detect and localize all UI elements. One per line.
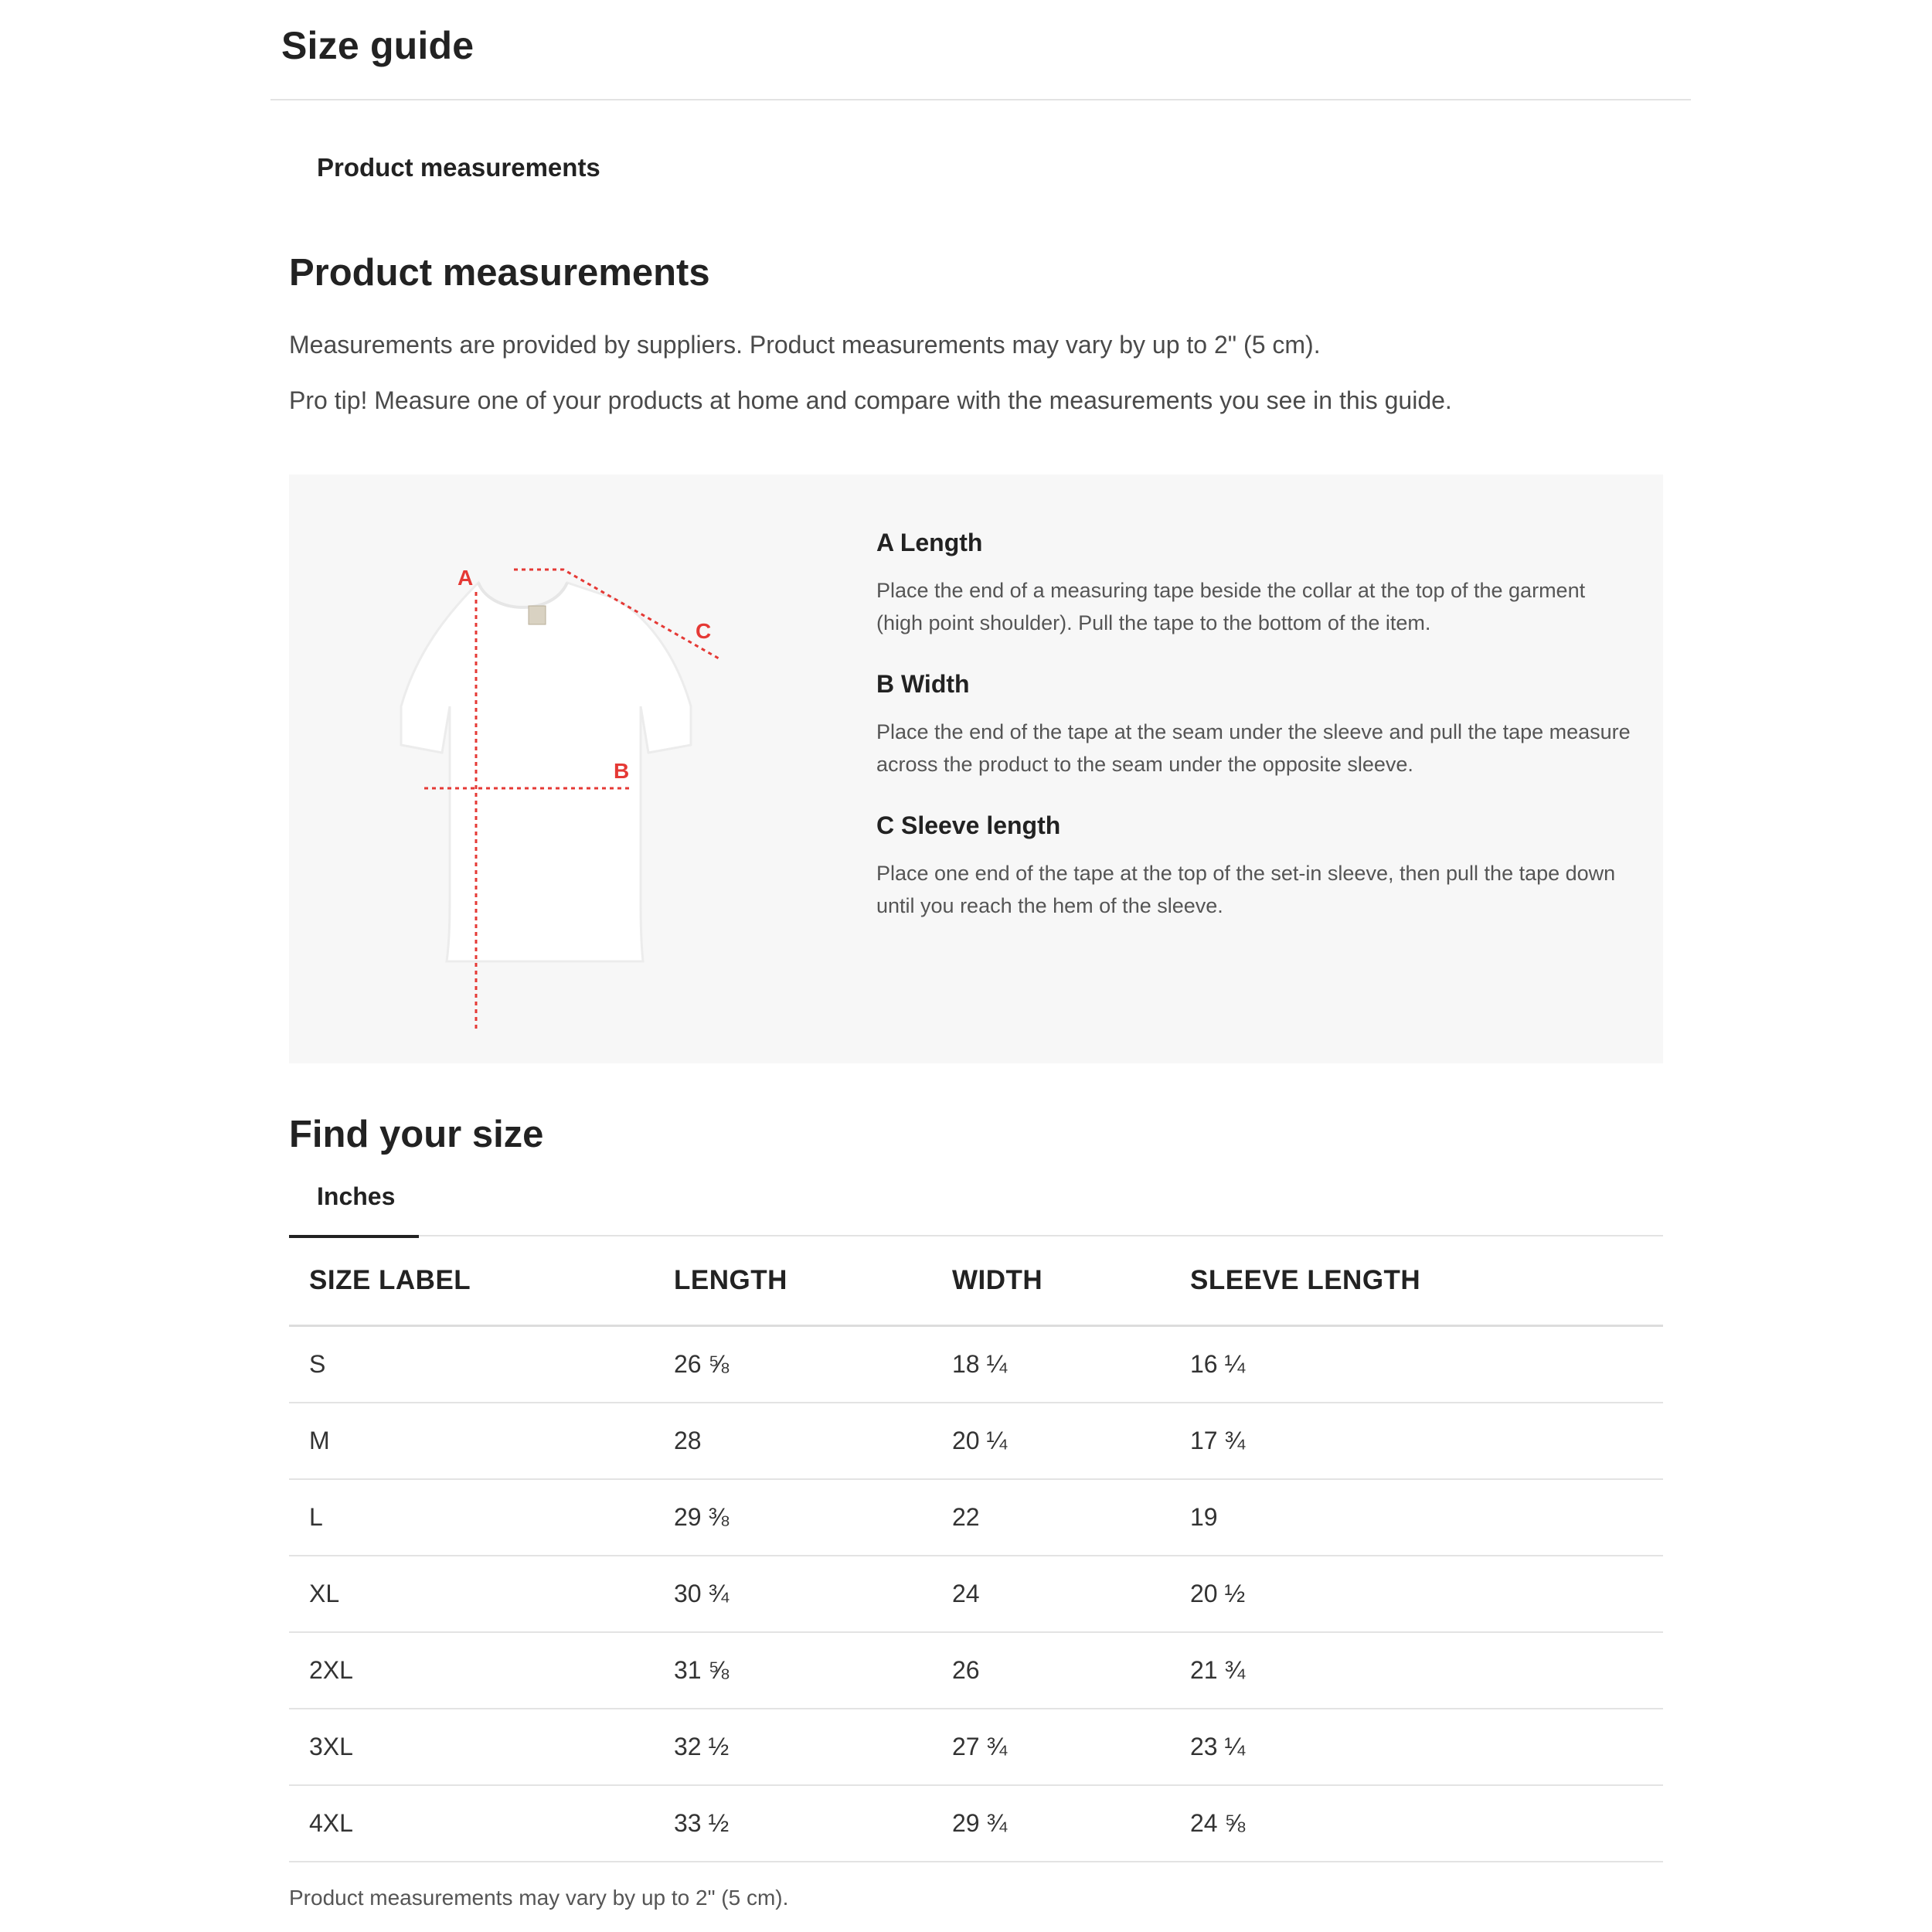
table-row xyxy=(289,1709,1663,1785)
column-header: SLEEVE LENGTH xyxy=(1170,1236,1663,1326)
size-label-cell: S xyxy=(289,1326,654,1403)
column-header: WIDTH xyxy=(932,1236,1170,1326)
size-label-cell: M xyxy=(289,1403,654,1479)
footnote: Product measurements may vary by up to 2" (5 cm). xyxy=(289,1886,789,1910)
length-cell: 26 ⅝ xyxy=(654,1326,932,1403)
size-label-cell: L xyxy=(289,1479,654,1556)
sleeve-length-cell: 23 ¼ xyxy=(1170,1709,1663,1785)
table-row xyxy=(289,1403,1663,1479)
marker-c: C xyxy=(696,619,712,643)
size-label-cell: 2XL xyxy=(289,1632,654,1709)
measurement-diagram-panel xyxy=(289,474,1663,1063)
measurements-disclaimer: Measurements are provided by suppliers. Product measurements may vary by up to 2" (5 cm). xyxy=(289,331,1321,359)
sleeve-length-cell: 16 ¼ xyxy=(1170,1326,1663,1403)
table-header-row xyxy=(289,1236,1663,1326)
measurements-heading: Product measurements xyxy=(289,252,710,294)
length-cell: 28 xyxy=(654,1403,932,1479)
size-label-cell: 3XL xyxy=(289,1709,654,1785)
tshirt-measurement-illustration xyxy=(335,521,830,1046)
width-cell: 22 xyxy=(932,1479,1170,1556)
definition-text: Place the end of the tape at the seam under the sleeve and pull the tape measure across the product to the seam under the opposite sleeve. xyxy=(876,720,1631,776)
length-cell: 30 ¾ xyxy=(654,1556,932,1632)
table-row xyxy=(289,1479,1663,1556)
definition-text: Place one end of the tape at the top of the set-in sleeve, then pull the tape down until you reach the hem of the sleeve. xyxy=(876,862,1616,917)
tab-product-measurements[interactable]: Product measurements xyxy=(317,153,600,182)
length-cell: 29 ⅜ xyxy=(654,1479,932,1556)
tshirt-shape xyxy=(401,583,691,961)
definition-title: B Width xyxy=(876,670,970,698)
marker-b: B xyxy=(614,759,630,783)
width-cell: 29 ¾ xyxy=(932,1785,1170,1862)
width-cell: 26 xyxy=(932,1632,1170,1709)
size-label-cell: XL xyxy=(289,1556,654,1632)
title-bar xyxy=(270,0,1691,100)
width-cell: 27 ¾ xyxy=(932,1709,1170,1785)
table-row xyxy=(289,1556,1663,1632)
length-cell: 32 ½ xyxy=(654,1709,932,1785)
length-cell: 31 ⅝ xyxy=(654,1632,932,1709)
table-row xyxy=(289,1785,1663,1862)
table-row xyxy=(289,1632,1663,1709)
size-label-cell: 4XL xyxy=(289,1785,654,1862)
measurement-definitions xyxy=(876,529,1634,953)
column-header: LENGTH xyxy=(654,1236,932,1326)
width-cell: 18 ¼ xyxy=(932,1326,1170,1403)
size-table xyxy=(289,1236,1663,1862)
sleeve-length-cell: 20 ½ xyxy=(1170,1556,1663,1632)
sleeve-length-cell: 24 ⅝ xyxy=(1170,1785,1663,1862)
definition-title: C Sleeve length xyxy=(876,811,1061,839)
definition-title: A Length xyxy=(876,529,983,556)
sleeve-length-cell: 21 ¾ xyxy=(1170,1632,1663,1709)
definition-length xyxy=(876,529,1634,639)
sleeve-length-cell: 19 xyxy=(1170,1479,1663,1556)
marker-a: A xyxy=(457,566,474,590)
tab-inches-label: Inches xyxy=(317,1182,396,1210)
definition-sleeve-length xyxy=(876,811,1634,922)
sleeve-length-cell: 17 ¾ xyxy=(1170,1403,1663,1479)
definition-width xyxy=(876,670,1634,781)
column-header: SIZE LABEL xyxy=(289,1236,654,1326)
unit-tabs xyxy=(289,1175,1663,1236)
width-cell: 24 xyxy=(932,1556,1170,1632)
definition-text: Place the end of a measuring tape beside the collar at the top of the garment (high point shoulder). Pull the tape to the bottom of the item. xyxy=(876,579,1586,634)
pro-tip: Pro tip! Measure one of your products at home and compare with the measurements you see in this guide. xyxy=(289,386,1452,414)
table-row xyxy=(289,1326,1663,1403)
find-size-heading: Find your size xyxy=(289,1114,544,1155)
length-cell: 33 ½ xyxy=(654,1785,932,1862)
width-cell: 20 ¼ xyxy=(932,1403,1170,1479)
page-title: Size guide xyxy=(281,24,474,67)
tab-inches[interactable] xyxy=(289,1175,419,1238)
